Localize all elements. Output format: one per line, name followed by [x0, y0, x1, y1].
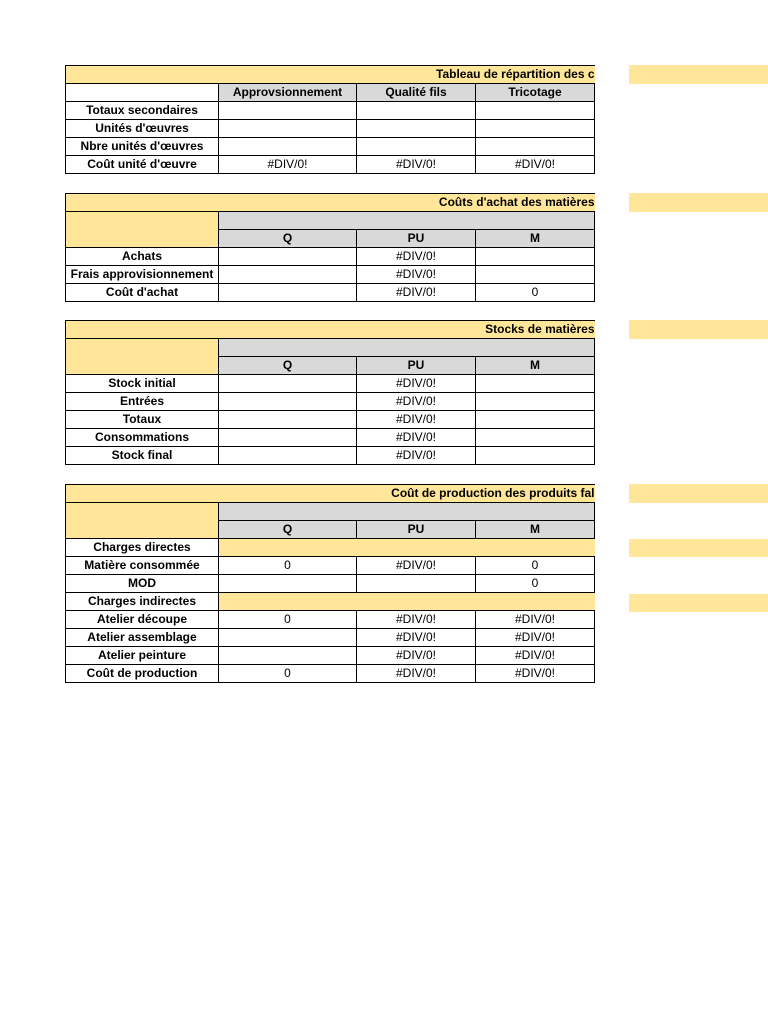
table-row [66, 266, 595, 284]
column-header[interactable]: Q [219, 230, 357, 248]
row-label[interactable]: Totaux [66, 411, 219, 429]
row-label[interactable]: Entrées [66, 393, 219, 411]
cell[interactable] [357, 138, 476, 156]
column-header[interactable]: M [476, 521, 595, 539]
table-row [66, 447, 595, 465]
row-label[interactable]: Atelier peinture [66, 647, 219, 665]
achat-table [65, 193, 595, 302]
table-row [66, 393, 595, 411]
group-header[interactable] [219, 212, 595, 230]
cell[interactable]: #DIV/0! [357, 557, 476, 575]
cell[interactable]: #DIV/0! [476, 611, 595, 629]
table-row [66, 611, 595, 629]
cell[interactable]: #DIV/0! [357, 411, 476, 429]
cell[interactable] [476, 102, 595, 120]
row-label[interactable]: Matière consommée [66, 557, 219, 575]
cell[interactable] [219, 629, 357, 647]
section-band-extension [629, 594, 768, 612]
cell[interactable] [219, 393, 357, 411]
cell[interactable]: #DIV/0! [357, 284, 476, 302]
row-label[interactable]: Coût d'achat [66, 284, 219, 302]
section-band-extension [629, 539, 768, 557]
section-row [66, 539, 595, 557]
cell[interactable] [476, 447, 595, 465]
cell[interactable]: #DIV/0! [357, 156, 476, 174]
table-row [66, 248, 595, 266]
title-band-extension [629, 320, 768, 339]
section-label[interactable]: Charges indirectes [66, 593, 219, 611]
row-label[interactable]: Unités d'œuvres [66, 120, 219, 138]
row-label[interactable]: Stock final [66, 447, 219, 465]
table-row [66, 575, 595, 593]
cell[interactable]: #DIV/0! [476, 647, 595, 665]
cell[interactable] [357, 120, 476, 138]
cell[interactable]: #DIV/0! [357, 375, 476, 393]
cell[interactable]: 0 [219, 665, 357, 683]
column-header[interactable]: Qualité fils [357, 84, 476, 102]
cell[interactable] [219, 411, 357, 429]
cell[interactable]: #DIV/0! [357, 447, 476, 465]
column-header[interactable]: Approvsionnement [219, 84, 357, 102]
table-row [66, 156, 595, 174]
cell[interactable] [476, 120, 595, 138]
stock-table [65, 320, 595, 465]
cell[interactable]: #DIV/0! [357, 248, 476, 266]
section-label[interactable]: Charges directes [66, 539, 219, 557]
column-header[interactable]: PU [357, 521, 476, 539]
table-row [66, 120, 595, 138]
corner-cell[interactable] [66, 503, 219, 539]
cell[interactable]: #DIV/0! [357, 611, 476, 629]
row-label[interactable]: Totaux secondaires [66, 102, 219, 120]
column-header[interactable]: Q [219, 521, 357, 539]
table-row [66, 629, 595, 647]
table-title: Tableau de répartition des c [66, 66, 595, 84]
cell[interactable] [219, 120, 357, 138]
row-label[interactable]: Nbre unités d'œuvres [66, 138, 219, 156]
cell[interactable]: #DIV/0! [219, 156, 357, 174]
table-row [66, 138, 595, 156]
table-title: Coût de production des produits fal [66, 485, 595, 503]
row-label[interactable]: Coût unité d'œuvre [66, 156, 219, 174]
table-row [66, 102, 595, 120]
table-row [66, 429, 595, 447]
cell[interactable] [219, 138, 357, 156]
row-label[interactable]: Atelier découpe [66, 611, 219, 629]
row-label[interactable]: Frais approvisionnement [66, 266, 219, 284]
title-band-extension [629, 193, 768, 212]
group-header[interactable] [219, 503, 595, 521]
cell[interactable] [476, 138, 595, 156]
cell[interactable] [219, 266, 357, 284]
row-label[interactable]: Achats [66, 248, 219, 266]
cell[interactable] [219, 102, 357, 120]
cell[interactable]: #DIV/0! [357, 266, 476, 284]
cell[interactable]: #DIV/0! [357, 647, 476, 665]
row-label[interactable]: Coût de production [66, 665, 219, 683]
cell[interactable]: #DIV/0! [357, 629, 476, 647]
cell[interactable]: 0 [219, 611, 357, 629]
repartition-table [65, 65, 595, 174]
cell[interactable] [357, 102, 476, 120]
cell[interactable] [476, 393, 595, 411]
cell[interactable]: 0 [476, 575, 595, 593]
row-label[interactable]: Atelier assemblage [66, 629, 219, 647]
cell[interactable] [219, 284, 357, 302]
cell[interactable]: 0 [476, 557, 595, 575]
title-band-extension [629, 65, 768, 84]
group-header[interactable] [219, 339, 595, 357]
cell[interactable] [357, 575, 476, 593]
column-header[interactable]: PU [357, 357, 476, 375]
cell[interactable] [219, 248, 357, 266]
column-header[interactable]: Q [219, 357, 357, 375]
cell[interactable] [476, 248, 595, 266]
cell[interactable] [476, 266, 595, 284]
cell[interactable] [219, 575, 357, 593]
table-row [66, 375, 595, 393]
cell[interactable]: #DIV/0! [476, 629, 595, 647]
cell[interactable]: 0 [219, 557, 357, 575]
cell[interactable] [476, 375, 595, 393]
table-row [66, 411, 595, 429]
title-band-extension [629, 484, 768, 503]
cell[interactable] [219, 429, 357, 447]
row-label[interactable]: Stock initial [66, 375, 219, 393]
column-header[interactable]: M [476, 357, 595, 375]
table-row [66, 284, 595, 302]
section-fill[interactable] [219, 539, 595, 557]
table-row [66, 665, 595, 683]
row-label[interactable]: Consommations [66, 429, 219, 447]
cell[interactable]: #DIV/0! [476, 156, 595, 174]
row-label[interactable]: MOD [66, 575, 219, 593]
cell[interactable] [476, 411, 595, 429]
cell[interactable]: 0 [476, 284, 595, 302]
section-row [66, 593, 595, 611]
cell[interactable] [219, 647, 357, 665]
cell[interactable] [219, 375, 357, 393]
table-row [66, 557, 595, 575]
column-header[interactable]: M [476, 230, 595, 248]
corner-cell[interactable] [66, 212, 219, 248]
cell[interactable]: #DIV/0! [357, 429, 476, 447]
cell[interactable]: #DIV/0! [357, 665, 476, 683]
cell[interactable] [476, 429, 595, 447]
cell[interactable] [219, 447, 357, 465]
corner-cell[interactable] [66, 339, 219, 375]
corner-cell[interactable] [66, 84, 219, 102]
table-title: Coûts d'achat des matières [66, 194, 595, 212]
column-header[interactable]: Tricotage [476, 84, 595, 102]
table-title: Stocks de matières [66, 321, 595, 339]
cell[interactable]: #DIV/0! [476, 665, 595, 683]
table-row [66, 647, 595, 665]
section-fill[interactable] [219, 593, 595, 611]
column-header[interactable]: PU [357, 230, 476, 248]
production-cost-table [65, 484, 595, 683]
cell[interactable]: #DIV/0! [357, 393, 476, 411]
